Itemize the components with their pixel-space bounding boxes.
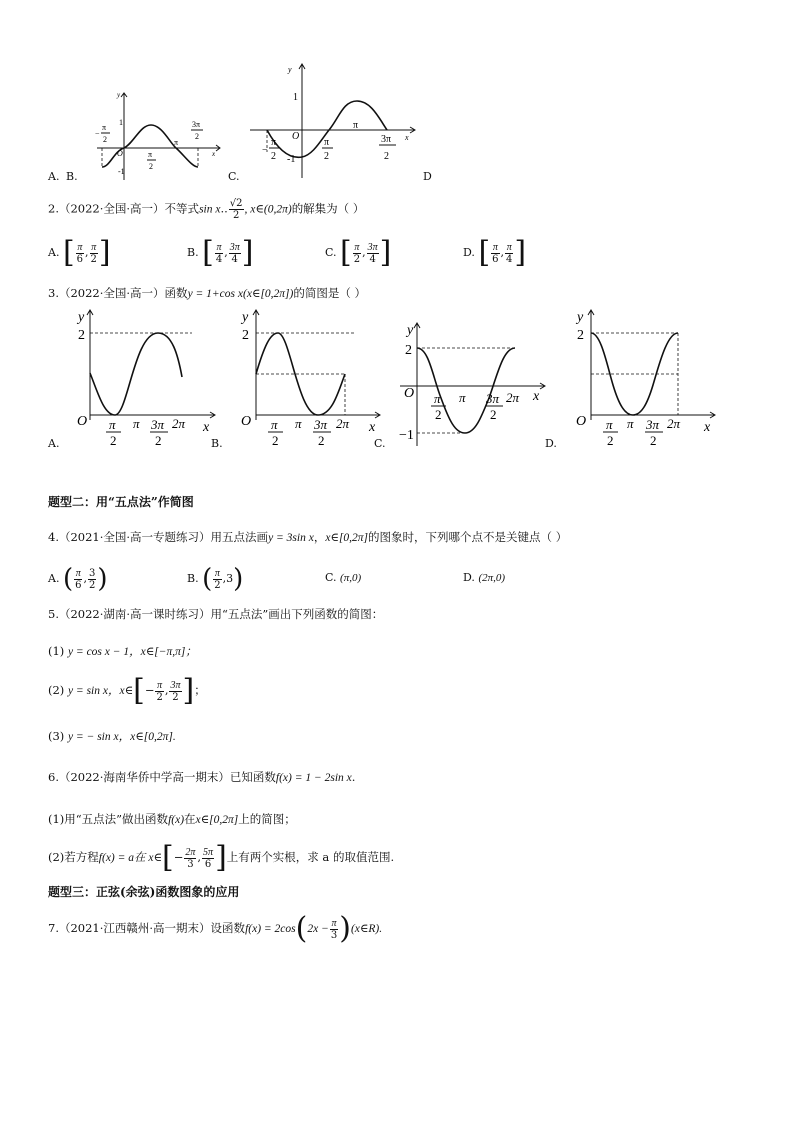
svg-text:π: π [434,391,441,406]
svg-text:2: 2 [318,433,325,448]
svg-text:π: π [606,417,613,432]
tick-neg1: -1 [118,167,125,176]
q3-suffix: 的简图是（ ） [293,286,367,300]
tick-neg-minus: − [262,145,268,156]
tick-3pi-num: 3π [192,120,201,129]
tick-3pi-den: 2 [195,132,199,141]
q3-option-c[interactable]: C. [374,437,386,450]
origin-label: O [117,149,123,158]
q1-graph-small [92,85,227,185]
q4-option-d[interactable]: D. (2π,0) [463,571,506,584]
x-label: x [405,133,409,142]
svg-text:3π: 3π [646,417,660,432]
svg-text:2: 2 [650,433,657,448]
svg-text:O: O [576,414,587,429]
q7-stem: 7.（2021·江西赣州·高一期末）设函数f(x) = 2cos(2x − $\frac{\pi}{3}$ )(x∈R). [48,911,383,946]
svg-text:y: y [577,310,584,325]
svg-text:π: π [109,417,116,432]
q3-graph-d [563,305,723,450]
q2-prefix: 2.（2022·全国·高一）不等式 [48,201,200,216]
q3-graph-a [60,305,220,450]
q2-stem [48,198,364,221]
section-2-heading: 题型二：用“五点法”作简图 [48,495,194,509]
y-label: y [117,91,121,99]
svg-text:−1: −1 [399,428,414,443]
svg-text:2: 2 [405,343,412,358]
svg-text:y: y [407,323,414,338]
svg-text:2: 2 [607,433,614,448]
svg-text:2π: 2π [667,416,681,431]
q3-option-b[interactable]: B. [211,437,223,450]
svg-text:3π: 3π [151,417,165,432]
q4-option-a[interactable]: A. ( $\frac{\pi}{6}$ , $\frac{3}{2}$ ) [48,564,108,594]
tick-1: 1 [293,92,298,103]
tick-pi: π [174,138,179,147]
tick-halfpi-den: 2 [324,151,329,162]
q5-stem: 5.（2022·湖南·高一课时练习）用“五点法”画出下列函数的简图： [48,607,384,621]
q3-stem [48,285,366,301]
x-label: x [212,150,216,158]
q6-part-2: (2)若方程f(x) = a在 x∈[− $\frac{2\pi}{3}$ , $\frac{5\pi}{6}$ ]上有两个实根，求 a 的取值范围. [48,840,395,875]
q2-option-b[interactable]: B. [ $\frac{\pi}{4}$ , $\frac{3\pi}{4}$ ] [187,235,254,270]
svg-text:π: π [133,416,140,431]
svg-text:x: x [533,389,540,404]
q3-graph-b [228,305,388,450]
svg-text:x: x [704,420,711,435]
q4-stem: 4.（2021·全国·高一专题练习）用五点法画y = 3sin x，x∈[0,2π]的图象时，下列哪个点不是关键点（ ） [48,530,568,544]
q1-option-d[interactable]: D [423,170,432,183]
svg-text:y: y [242,310,249,325]
tick-neg-minus: − [95,129,100,138]
svg-text:π: π [271,417,278,432]
q6-part-1: (1)用“五点法”做出函数f(x)在x∈[0,2π]上的简图； [48,812,296,826]
tick-halfpi-den: 2 [149,162,153,171]
q2-ge: .. [220,201,228,216]
tick-pi: π [353,120,359,131]
q4-option-b[interactable]: B. ( $\frac{\pi}{2}$ ,3) [187,564,244,594]
q2-sinx: sin x [199,203,221,216]
svg-text:x: x [203,420,210,435]
q2-cond: , x∈(0,2π) [244,203,292,216]
svg-text:x: x [369,420,376,435]
q2-option-c[interactable]: C. [ $\frac{\pi}{2}$ , $\frac{3\pi}{4}$ ] [325,235,392,270]
q6-stem: 6.（2022·海南华侨中学高一期末）已知函数f(x) = 1 − 2sin x. [48,770,356,784]
svg-text:3π: 3π [486,391,500,406]
tick-3pi-den: 2 [384,151,389,162]
q1-option-a[interactable]: A. [48,170,60,183]
svg-text:2: 2 [110,433,117,448]
svg-text:2π: 2π [172,416,186,431]
q5-part-3: (3) y = − sin x，x∈[0,2π]. [48,729,176,743]
svg-text:2: 2 [272,433,279,448]
tick-neg-pi-den: 2 [103,135,107,144]
q3-option-d[interactable]: D. [545,437,557,450]
q2-option-d[interactable]: D. [ $\frac{\pi}{6}$ , $\frac{\pi}{4}$ ] [463,235,527,270]
svg-text:O: O [77,414,88,429]
y-label: y [288,65,292,74]
q3-prefix: 3.（2022·全国·高一）函数 [48,286,188,300]
tick-halfpi-num: π [148,150,153,159]
q2-sqrt-frac: $\frac{√2}{2}$ [229,198,243,221]
q4-option-c[interactable]: C. (π,0) [325,571,362,584]
svg-text:2π: 2π [336,416,350,431]
tick-neg1: -1 [287,154,296,165]
origin-label: O [292,131,300,142]
q3-option-a[interactable]: A. [48,437,60,450]
svg-text:O: O [241,414,252,429]
q3-graph-c [395,318,550,448]
tick-3pi-num: 3π [381,134,392,145]
svg-text:O: O [404,386,415,401]
svg-text:3π: 3π [314,417,328,432]
tick-neg-pi-num: π [102,123,107,132]
q1-option-c[interactable]: C. [228,170,240,183]
tick-neg-pi-den: 2 [271,151,276,162]
svg-text:π: π [627,416,634,431]
section-3-heading: 题型三：正弦(余弦)函数图象的应用 [48,885,240,899]
q1-graph-large [245,60,420,180]
svg-text:2: 2 [78,328,85,343]
svg-text:π: π [459,390,466,405]
svg-text:2: 2 [155,433,162,448]
svg-text:2: 2 [242,328,249,343]
q1-option-b[interactable]: B. [66,170,78,183]
q2-suffix: 的解集为（ ） [291,201,365,216]
svg-text:π: π [295,416,302,431]
svg-text:y: y [78,310,85,325]
tick-halfpi-num: π [324,137,330,148]
svg-text:2: 2 [490,407,497,422]
q2-option-a[interactable]: A. [ $\frac{\pi}{6}$ , $\frac{\pi}{2}$ ] [48,235,111,270]
tick-1: 1 [119,118,123,127]
svg-text:2: 2 [435,407,442,422]
tick-neg-pi-num: π [271,137,277,148]
svg-text:2: 2 [577,328,584,343]
q5-part-1: (1) y = cos x − 1，x∈[−π,π]； [48,644,197,658]
svg-text:2π: 2π [506,390,520,405]
q3-func: y = 1+cos x(x∈[0,2π]) [187,288,294,300]
q5-part-2: (2) y = sin x，x∈[− $\frac{\pi}{2}$ , $\frac{3\pi}{2}$ ]； [48,673,206,708]
